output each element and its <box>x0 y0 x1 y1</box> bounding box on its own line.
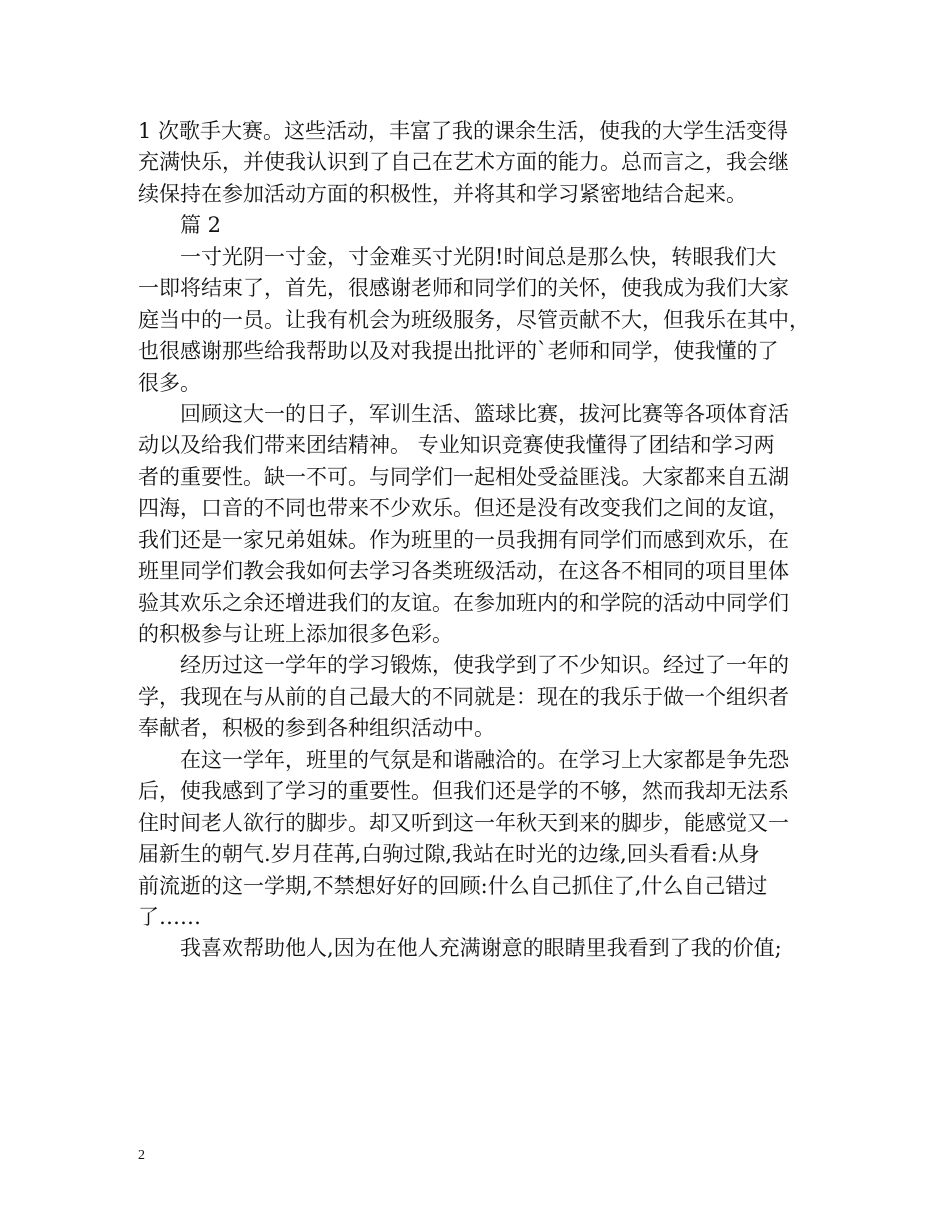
text-line: 庭当中的一员。让我有机会为班级服务，尽管贡献不大，但我乐在其中， <box>138 307 810 332</box>
text-line: 学，我现在与从前的自己最大的不同就是：现在的我乐于做一个组织者 <box>138 684 789 709</box>
text-line: 很多。 <box>138 370 201 395</box>
text-line: 经历过这一学年的学习锻炼，使我学到了不少知识。经过了一年的 <box>180 653 789 678</box>
text-line: 前流逝的这一学期,不禁想好好的回顾:什么自己抓住了,什么自己错过 <box>138 873 768 898</box>
text-line: 届新生的朝气.岁月荏苒,白驹过隙,我站在时光的边缘,回头看看:从身 <box>138 842 760 867</box>
text-line: 也很感谢那些给我帮助以及对我提出批评的`老师和同学，使我懂的了 <box>138 339 779 364</box>
text-line: 住时间老人欲行的脚步。却又听到这一年秋天到来的脚步，能感觉又一 <box>138 810 789 835</box>
section-heading: 篇 2 <box>180 213 222 238</box>
document-body <box>138 116 828 965</box>
text-line: 了…… <box>138 904 201 929</box>
text-line: 回顾这大一的日子，军训生活、篮球比赛，拔河比赛等各项体育活 <box>180 401 789 426</box>
text-line: 者的重要性。缺一不可。与同学们一起相处受益匪浅。大家都来自五湖 <box>138 464 789 489</box>
text-line: 四海，口音的不同也带来不少欢乐。但还是没有改变我们之间的友谊， <box>138 496 789 521</box>
text-line: 一即将结束了，首先，很感谢老师和同学们的关怀，使我成为我们大家 <box>138 276 789 301</box>
text-line: 我们还是一家兄弟姐妹。作为班里的一员我拥有同学们而感到欢乐，在 <box>138 527 789 552</box>
text-line: 1 次歌手大赛。这些活动，丰富了我的课余生活，使我的大学生活变得 <box>138 119 789 143</box>
text-line: 动以及给我们带来团结精神。 专业知识竞赛使我懂得了团结和学习两 <box>138 433 775 458</box>
text-line: 验其欢乐之余还增进我们的友谊。在参加班内的和学院的活动中同学们 <box>138 590 789 615</box>
text-line: 续保持在参加活动方面的积极性，并将其和学习紧密地结合起来。 <box>138 181 747 206</box>
text-line: 班里同学们教会我如何去学习各类班级活动，在这各不相同的项目里体 <box>138 559 789 584</box>
text-line: 我喜欢帮助他人,因为在他人充满谢意的眼睛里我看到了我的价值; <box>180 936 782 961</box>
text-line: 奉献者，积极的参到各种组织活动中。 <box>138 716 495 741</box>
text-line: 一寸光阴一寸金，寸金难买寸光阴!时间总是那么快，转眼我们大 <box>180 244 777 269</box>
text-line: 在这一学年，班里的气氛是和谐融洽的。在学习上大家都是争先恐 <box>180 747 789 772</box>
text-line: 充满快乐，并使我认识到了自己在艺术方面的能力。总而言之，我会继 <box>138 150 789 175</box>
text-line: 的积极参与让班上添加很多色彩。 <box>138 622 453 646</box>
page-number: 2 <box>138 1148 145 1163</box>
text-line: 后，使我感到了学习的重要性。但我们还是学的不够，然而我却无法系 <box>138 779 789 804</box>
